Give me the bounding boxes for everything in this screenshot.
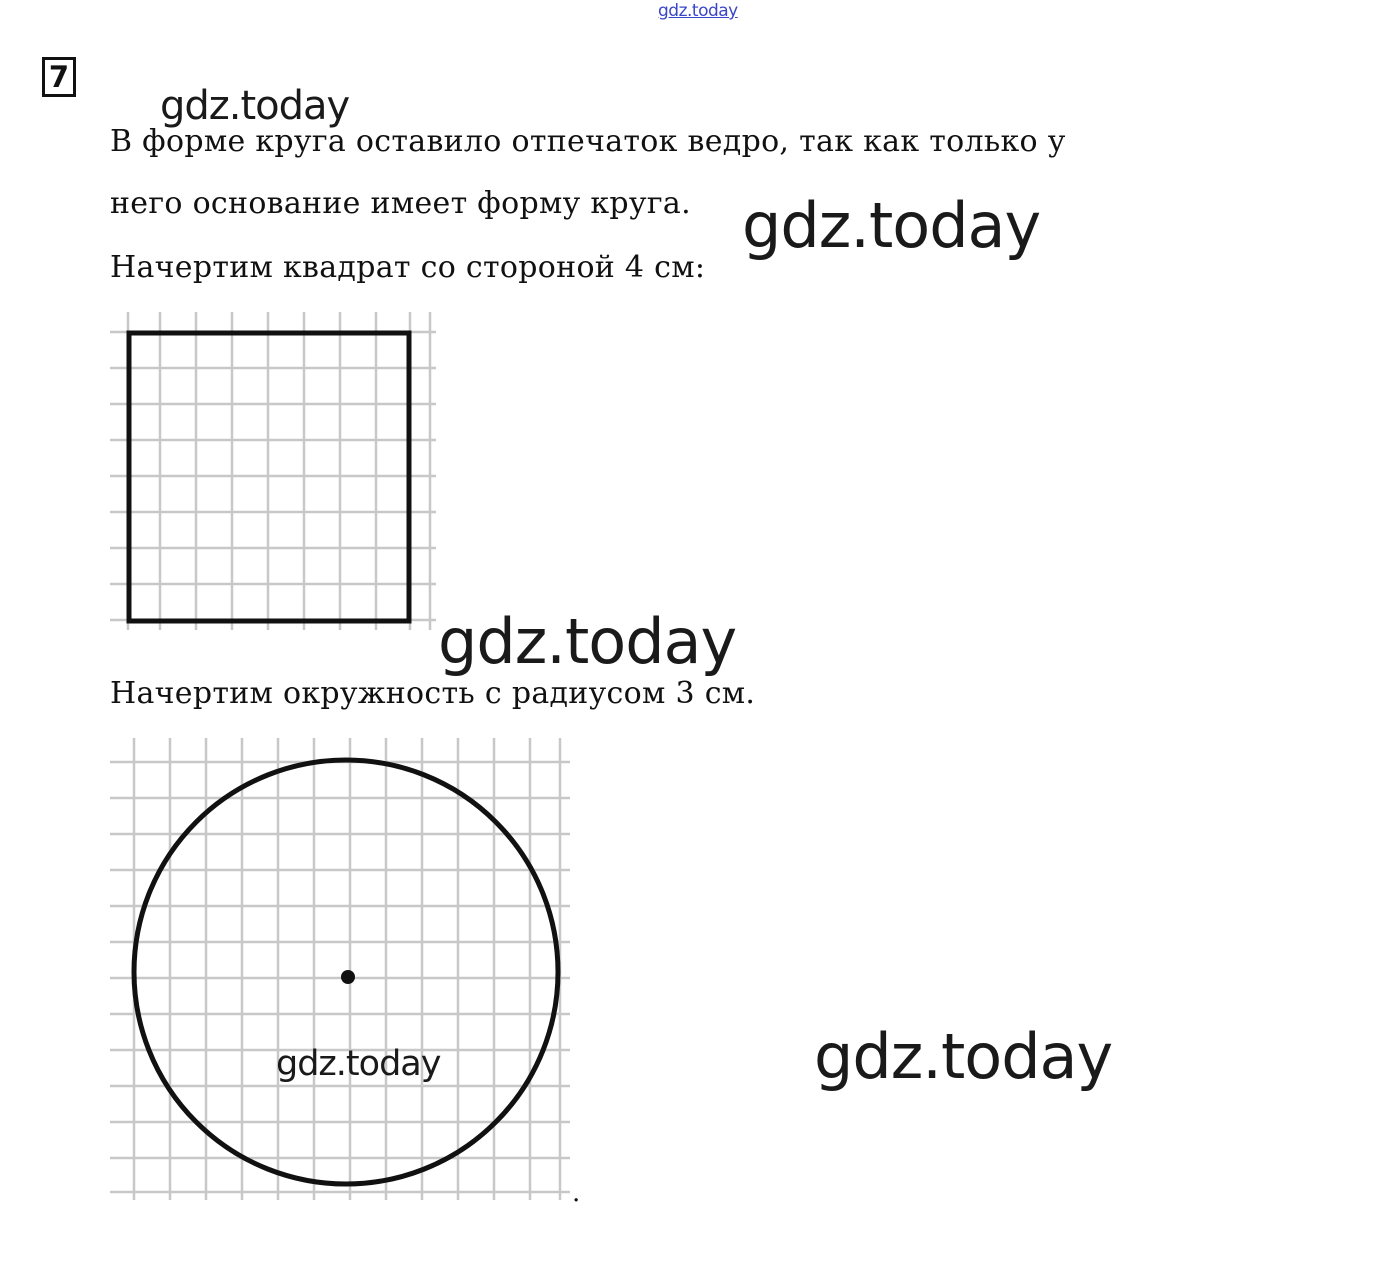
watermark-1: gdz.today	[160, 83, 350, 129]
watermark-4: gdz.today	[276, 1044, 441, 1084]
task-number: 7	[48, 59, 70, 94]
site-link[interactable]: gdz.today	[658, 1, 738, 21]
circle-grid	[110, 738, 570, 1200]
answer-text-line-1: В форме круга оставило отпечаток ведро, так как только у	[110, 124, 1066, 159]
instruction-square: Начертим квадрат со стороной 4 см:	[110, 250, 706, 285]
watermark-5: gdz.today	[814, 1020, 1113, 1093]
answer-text-line-2: него основание имеет форму круга.	[110, 186, 691, 221]
trailing-period: .	[572, 1178, 581, 1208]
instruction-circle: Начертим окружность с радиусом 3 см.	[110, 676, 756, 711]
watermark-3: gdz.today	[438, 605, 737, 678]
circle-center-point	[341, 970, 355, 984]
watermark-2: gdz.today	[742, 189, 1041, 262]
